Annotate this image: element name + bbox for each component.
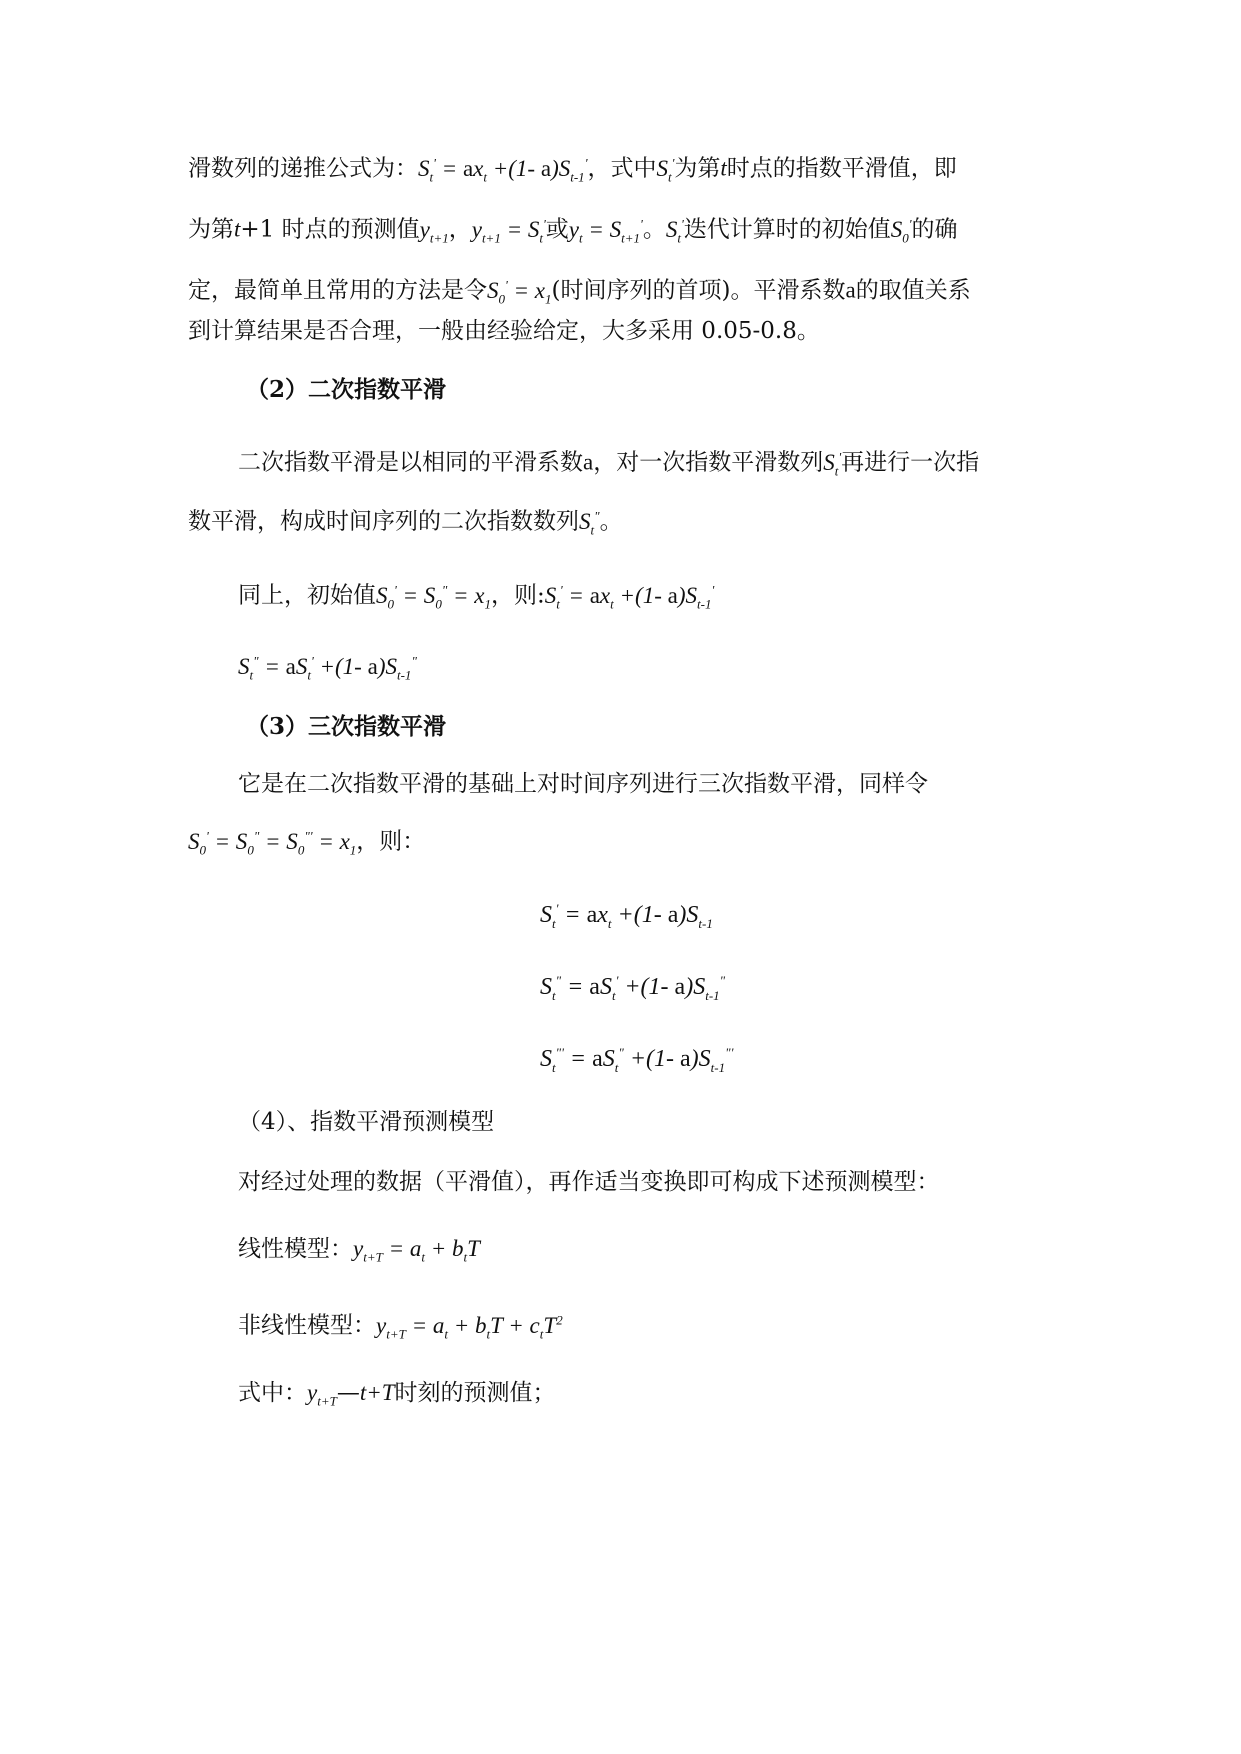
math-t-plus-T: t+T [359,1380,395,1405]
nonlinear-model-label: 非线性模型： [238,1312,376,1339]
para2-line2 [188,500,623,546]
section-heading-2: （2）二次指数平滑 [246,376,447,403]
text: 为第 [188,216,234,243]
math-y-forecast: $y_{t+T}$ [307,1380,337,1409]
text: 。 [642,216,666,243]
text: (时间序列的首项)。平滑系数 [551,277,846,304]
math-alpha: a [845,277,856,303]
text: 或 [545,216,569,243]
formula-second-smoothing: $S_t^" = aS_t' +(1-$ $a)S_{t-1}^"$ [238,653,417,683]
formula-nonlinear-model: $y_{t+T} = a_t + b_tT + c_tT^2$ [376,1312,563,1342]
math-t: t [234,216,241,242]
para3-line [238,574,714,620]
para4-line1: 它是在二次指数平滑的基础上对时间序列进行三次指数平滑，同样令 [238,771,928,797]
math-alpha: a [583,449,594,475]
para1-line2 [188,208,958,254]
formula-linear-model: $y_{t+T} = a_t + b_tT$ [353,1236,480,1265]
nonlinear-model-line [238,1304,563,1350]
math-y: $y_{t+1}$ [419,216,449,246]
text: ，对一次指数平滑数列 [593,449,824,476]
text: 定，最简单且常用的方法是令 [188,277,487,304]
math-t: t [720,155,727,181]
para4-line2 [188,820,425,866]
text: 再进行一次指 [841,449,980,476]
math-st: $S_t'$ [823,449,842,479]
section-heading-3: （3）三次指数平滑 [246,713,447,740]
text: 滑数列的递推公式为： [188,155,418,182]
dash: — [336,1380,360,1406]
linear-model-line [238,1233,480,1274]
linear-model-label: 线性模型： [238,1236,353,1262]
para1-line3 [188,269,971,315]
formula-forecast: $y_{t+1} = S_t'$ [471,216,546,246]
math-s0: $S_0'$ [890,216,912,246]
where-line [238,1377,556,1418]
text: 的确 [911,216,958,243]
formula-initial: $S_0' = x_1$ [487,277,552,307]
where-label: 式中： [238,1380,307,1406]
para1-line1 [188,147,957,193]
equation-second: $S_t^" = aS_t' +(1-$ $a)S_{t-1}^"$ [540,973,726,1003]
text: ， [448,216,472,243]
math-st: $S_t'$ [665,216,684,246]
para1-line4: 到计算结果是否合理，一般由经验给定，大多采用 0.05-0.8。 [188,318,820,344]
para5-line: 对经过处理的数据（平滑值），再作适当变换即可构成下述预测模型： [238,1169,940,1195]
formula-forecast-alt: $y_t = S_{t+1}'$ [568,216,643,246]
text: +1 时点的预测值 [240,216,420,243]
equation-first: $S_t' = ax_t +(1-$ $a)S_{t-1}$ [540,901,713,931]
text: ，则： [356,828,426,855]
math-st: $S_t'$ [656,155,675,185]
text: 数平滑，构成时间序列的二次指数数列 [188,508,579,535]
text: ，则: [491,582,545,609]
text: 。 [599,508,623,535]
math-st2: $S_t^"$ [579,508,600,538]
where-text: 时刻的预测值； [394,1380,556,1406]
formula-first-smoothing: $S_t' = ax_t +(1-$ $a)S_{t-1}'$ [544,582,715,612]
text: ，式中 [587,155,657,182]
formula-initial-3: $S_0' = S_0^" = S_0^{"'} = x_1$ [188,828,357,858]
section-heading-4: （4）、指数平滑预测模型 [238,1109,495,1135]
text: 迭代计算时的初始值 [683,216,891,243]
text: 时点的指数平滑值，即 [726,155,957,182]
para2-line1 [238,441,979,487]
text: 的取值关系 [855,277,971,304]
text: 同上，初始值 [238,582,376,609]
text: 为第 [674,155,721,182]
equation-third: $S_t^{"'} = aS_t^" +(1-$ $a)S_{t-1}^{"'}$ [540,1045,734,1075]
text: 二次指数平滑是以相同的平滑系数 [238,449,583,476]
formula-first-smoothing: $S_t' = ax_t +(1-$ $a)S_{t-1}'$ [418,155,588,185]
formula-initial-2: $S_0' = S_0^" = x_1$ [376,582,492,612]
